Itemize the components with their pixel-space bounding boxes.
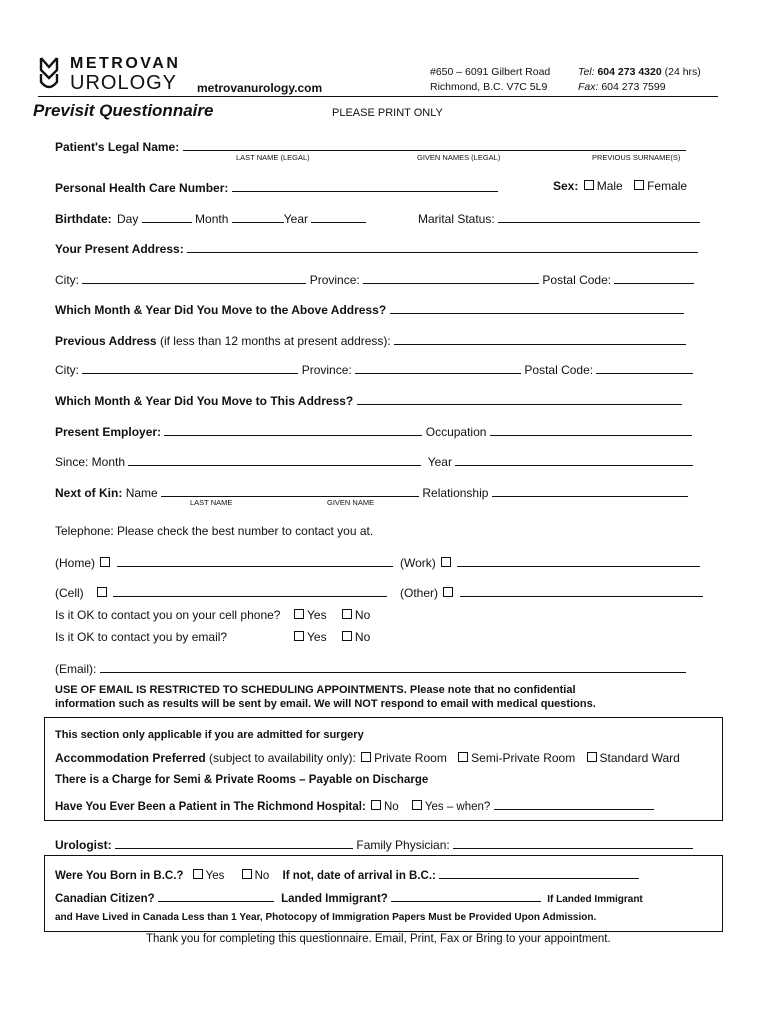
occupation-label: Occupation xyxy=(425,425,487,439)
since-month-label: Since: Month xyxy=(55,455,126,469)
year-label: Year xyxy=(283,212,308,226)
yes-label: Yes xyxy=(205,870,225,882)
semi-private-label: Semi-Private Room xyxy=(471,751,576,765)
city-field[interactable] xyxy=(82,271,306,284)
if-landed-label: If Landed Immigrant xyxy=(547,894,643,905)
day-field[interactable] xyxy=(142,210,192,223)
fax-number: 604 273 7599 xyxy=(601,81,666,93)
sex-label: Sex: xyxy=(553,179,579,193)
born-bc-row xyxy=(55,866,639,882)
province-field[interactable] xyxy=(363,271,539,284)
landed-field[interactable] xyxy=(391,889,541,902)
born-bc-label: Were You Born in B.C.? xyxy=(55,870,184,882)
city-field[interactable] xyxy=(82,361,298,374)
moved-this-field[interactable] xyxy=(357,392,682,405)
postal-field[interactable] xyxy=(596,361,693,374)
postal-label: Postal Code: xyxy=(542,273,612,287)
cell-phone-row xyxy=(55,584,387,600)
province-label: Province: xyxy=(301,363,352,377)
family-physician-label: Family Physician: xyxy=(356,838,450,852)
marital-field[interactable] xyxy=(498,210,700,223)
marital-row xyxy=(418,210,700,226)
sub-last-name: LAST NAME xyxy=(190,498,233,507)
citizen-field[interactable] xyxy=(158,889,274,902)
email-label: (Email): xyxy=(55,662,97,676)
moved-this-label: Which Month & Year Did You Move to This Address? xyxy=(55,394,354,408)
female-checkbox[interactable] xyxy=(634,180,644,190)
previous-patient-row xyxy=(55,797,654,813)
accommodation-note: (subject to availability only): xyxy=(209,751,356,765)
since-year-label: Year xyxy=(427,455,452,469)
home-checkbox[interactable] xyxy=(100,557,110,567)
month-label: Month xyxy=(195,212,229,226)
employer-label: Present Employer: xyxy=(55,425,162,439)
previous-patient-when-field[interactable] xyxy=(494,797,654,810)
no-label: No xyxy=(354,608,371,622)
previous-patient-no-checkbox[interactable] xyxy=(371,800,381,810)
relationship-label: Relationship xyxy=(422,486,489,500)
year-field[interactable] xyxy=(311,210,366,223)
kin-name-label: Name xyxy=(125,486,158,500)
fax-label: Fax: xyxy=(578,81,599,93)
city-label: City: xyxy=(55,363,79,377)
accommodation-row xyxy=(55,751,680,765)
province-field[interactable] xyxy=(355,361,521,374)
citizen-label: Canadian Citizen? xyxy=(55,893,155,905)
province-label: Province: xyxy=(309,273,360,287)
fax-line xyxy=(578,81,666,93)
home-phone-field[interactable] xyxy=(117,554,393,567)
marital-label: Marital Status: xyxy=(418,212,495,226)
ok-cell-yes-checkbox[interactable] xyxy=(294,609,304,619)
since-row xyxy=(55,453,693,469)
work-checkbox[interactable] xyxy=(441,557,451,567)
no-label: No xyxy=(254,870,270,882)
moved-above-label: Which Month & Year Did You Move to the Above Address? xyxy=(55,303,387,317)
sub-given-names-legal: GIVEN NAMES (LEGAL) xyxy=(417,153,501,162)
other-label: (Other) xyxy=(400,586,439,600)
charge-notice: There is a Charge for Semi & Private Rooms – Payable on Discharge xyxy=(55,774,429,786)
legal-name-row xyxy=(55,138,686,154)
yes-label: Yes xyxy=(307,630,327,644)
metrovan-logo-icon xyxy=(38,56,60,90)
ok-email-yes-checkbox[interactable] xyxy=(294,631,304,641)
other-checkbox[interactable] xyxy=(443,587,453,597)
home-label: (Home) xyxy=(55,556,96,570)
arrival-date-label: If not, date of arrival in B.C.: xyxy=(282,870,436,882)
employer-field[interactable] xyxy=(164,423,422,436)
tel-label: Tel: xyxy=(578,66,595,78)
cell-checkbox[interactable] xyxy=(97,587,107,597)
tel-hours: (24 hrs) xyxy=(664,66,701,78)
sub-previous-surname: PREVIOUS SURNAME(S) xyxy=(592,153,681,162)
landed-label: Landed Immigrant? xyxy=(281,893,388,905)
legal-name-label: Patient's Legal Name: xyxy=(55,140,180,154)
ok-email-options xyxy=(292,630,370,644)
private-room-checkbox[interactable] xyxy=(361,752,371,762)
sub-last-name-legal: LAST NAME (LEGAL) xyxy=(236,153,310,162)
phn-field[interactable] xyxy=(232,179,498,192)
work-phone-field[interactable] xyxy=(457,554,700,567)
born-bc-yes-checkbox[interactable] xyxy=(193,869,203,879)
no-label: No xyxy=(354,630,371,644)
page-title: Previsit Questionnaire xyxy=(33,101,214,120)
urologist-field[interactable] xyxy=(115,836,353,849)
postal-field[interactable] xyxy=(614,271,694,284)
ok-email-no-checkbox[interactable] xyxy=(342,631,352,641)
immigration-note: and Have Lived in Canada Less than 1 Year, Photocopy of Immigration Papers Must be Provided Upon Admission. xyxy=(55,912,597,923)
print-note: PLEASE PRINT ONLY xyxy=(332,107,443,119)
next-of-kin-label: Next of Kin: xyxy=(55,486,123,500)
family-physician-field[interactable] xyxy=(453,836,693,849)
born-bc-no-checkbox[interactable] xyxy=(242,869,252,879)
previous-address-note: (if less than 12 months at present address): xyxy=(159,334,391,348)
city-row-1 xyxy=(55,271,694,287)
no-label: No xyxy=(383,801,399,813)
other-phone-row xyxy=(400,584,703,600)
male-checkbox[interactable] xyxy=(584,180,594,190)
day-label: Day xyxy=(117,212,139,226)
previous-address-field[interactable] xyxy=(394,332,686,345)
arrival-date-field[interactable] xyxy=(439,866,639,879)
private-room-label: Private Room xyxy=(374,751,447,765)
moved-this-row xyxy=(55,392,682,408)
phn-row xyxy=(55,179,498,195)
address-line-2: Richmond, B.C. V7C 5L9 xyxy=(430,81,548,93)
footer-thanks: Thank you for completing this questionnaire. Email, Print, Fax or Bring to your appointment. xyxy=(146,933,611,945)
urologist-label: Urologist: xyxy=(55,838,112,852)
phn-label: Personal Health Care Number: xyxy=(55,181,229,195)
yes-when-label: Yes – when? xyxy=(424,801,491,813)
legal-name-field[interactable] xyxy=(183,138,686,151)
standard-ward-label: Standard Ward xyxy=(599,751,680,765)
since-year-field[interactable] xyxy=(455,453,693,466)
doctors-row xyxy=(55,836,693,852)
logo-metrovan: METROVAN xyxy=(70,55,181,72)
accommodation-label: Accommodation Preferred xyxy=(55,751,206,765)
ok-cell-options xyxy=(292,608,370,622)
tel-line xyxy=(578,66,701,78)
sub-given-name: GIVEN NAME xyxy=(327,498,375,507)
yes-label: Yes xyxy=(307,608,327,622)
logo-urology: UROLOGY xyxy=(70,72,178,94)
work-phone-row xyxy=(400,554,700,570)
postal-label: Postal Code: xyxy=(524,363,594,377)
moved-above-row xyxy=(55,301,684,317)
moved-above-field[interactable] xyxy=(390,301,684,314)
standard-ward-checkbox[interactable] xyxy=(587,752,597,762)
birthdate-row xyxy=(55,210,366,226)
previous-patient-yes-checkbox[interactable] xyxy=(412,800,422,810)
ok-cell-question: Is it OK to contact you on your cell phone? xyxy=(55,608,281,622)
cell-label: (Cell) xyxy=(55,586,84,600)
telephone-note: Telephone: Please check the best number to contact you at. xyxy=(55,524,374,538)
other-phone-field[interactable] xyxy=(460,584,703,597)
sex-row xyxy=(553,179,687,193)
ok-email-question: Is it OK to contact you by email? xyxy=(55,630,228,644)
relationship-field[interactable] xyxy=(492,484,688,497)
female-label: Female xyxy=(647,179,688,193)
previous-address-row xyxy=(55,332,686,348)
home-phone-row xyxy=(55,554,393,570)
header-divider xyxy=(38,96,718,97)
present-address-field[interactable] xyxy=(187,240,698,253)
city-label: City: xyxy=(55,273,79,287)
present-address-label: Your Present Address: xyxy=(55,242,184,256)
present-address-row xyxy=(55,240,698,256)
previous-address-label: Previous Address xyxy=(55,334,157,348)
email-notice-line-1: USE OF EMAIL IS RESTRICTED TO SCHEDULING APPOINTMENTS. Please note that no confidential xyxy=(55,684,576,696)
birthdate-label: Birthdate: xyxy=(55,212,112,226)
occupation-field[interactable] xyxy=(490,423,692,436)
email-field[interactable] xyxy=(100,660,686,673)
since-month-field[interactable] xyxy=(128,453,421,466)
tel-number: 604 273 4320 xyxy=(597,66,662,78)
semi-private-checkbox[interactable] xyxy=(458,752,468,762)
ok-cell-no-checkbox[interactable] xyxy=(342,609,352,619)
city-row-2 xyxy=(55,361,693,377)
address-line-1: #650 – 6091 Gilbert Road xyxy=(430,66,551,78)
previous-patient-label: Have You Ever Been a Patient in The Richmond Hospital: xyxy=(55,801,366,813)
email-notice-line-2: information such as results will be sent by email. We will NOT respond to email with medical questions. xyxy=(55,698,596,710)
male-label: Male xyxy=(596,179,623,193)
work-label: (Work) xyxy=(400,556,436,570)
surgery-heading: This section only applicable if you are admitted for surgery xyxy=(55,729,364,741)
employer-row xyxy=(55,423,692,439)
citizenship-row xyxy=(55,889,643,905)
kin-name-field[interactable] xyxy=(161,484,419,497)
cell-phone-field[interactable] xyxy=(113,584,387,597)
month-field[interactable] xyxy=(232,210,284,223)
email-row xyxy=(55,660,686,676)
website-link[interactable]: metrovanurology.com xyxy=(197,81,323,95)
